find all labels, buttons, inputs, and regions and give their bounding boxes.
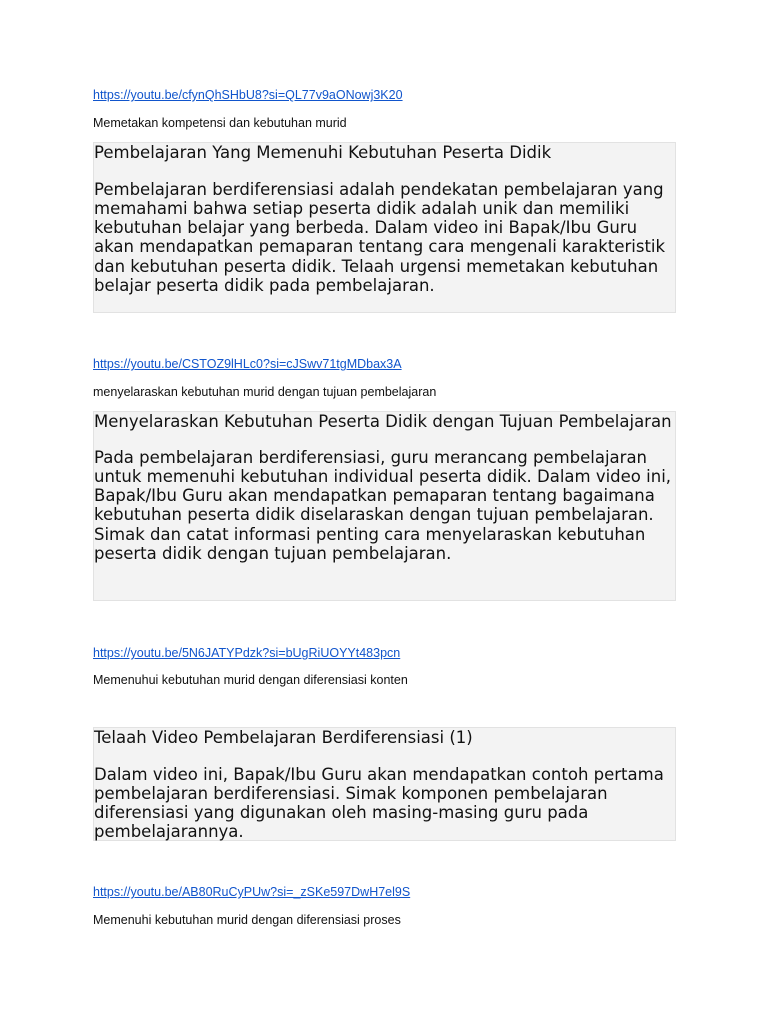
- video-card-3: [93, 727, 676, 841]
- video-link-3[interactable]: https://youtu.be/5N6JATYPdzk?si=bUgRiUOYYt483pcn: [93, 646, 401, 660]
- video-link-1[interactable]: https://youtu.be/cfynQhSHbU8?si=QL77v9aONowj3K20: [93, 88, 403, 102]
- video-card-2: [93, 411, 676, 601]
- video-link-4[interactable]: https://youtu.be/AB80RuCyPUw?si=_zSKe597DwH7el9S: [93, 885, 411, 899]
- caption-2: menyelaraskan kebutuhan murid dengan tujuan pembelajaran: [93, 385, 437, 399]
- card-title-1: Pembelajaran Yang Memenuhi Kebutuhan Peserta Didik: [94, 143, 552, 162]
- caption-4: Memenuhi kebutuhan murid dengan diferensiasi proses: [93, 913, 401, 927]
- video-card-1: [93, 142, 676, 313]
- caption-1: Memetakan kompetensi dan kebutuhan murid: [93, 116, 347, 130]
- video-link-2[interactable]: https://youtu.be/CSTOZ9lHLc0?si=cJSwv71tgMDbax3A: [93, 357, 402, 371]
- card-description-3: Dalam video ini, Bapak/Ibu Guru akan mendapatkan contoh pertama pembelajaran berdiferensiasi. Simak komponen pembelajaran diferensiasi yang digunakan oleh masing-masing guru pada pembelajarannya.: [94, 764, 664, 842]
- card-title-2: Menyelaraskan Kebutuhan Peserta Didik dengan Tujuan Pembelajaran: [94, 412, 672, 431]
- card-title-3: Telaah Video Pembelajaran Berdiferensiasi (1): [94, 728, 473, 747]
- card-description-2: Pada pembelajaran berdiferensiasi, guru merancang pembelajaran untuk memenuhi kebutuhan individual peserta didik. Dalam video ini, Bapak/Ibu Guru akan mendapatkan pemaparan tentang bagaimana kebutuhan peserta didik diselaraskan dengan tujuan pembelajaran. Simak dan catat informasi penting cara menyelaraskan kebutuhan peserta didik dengan tujuan pembelajaran.: [94, 447, 672, 563]
- caption-3: Memenuhui kebutuhan murid dengan diferensiasi konten: [93, 673, 408, 687]
- card-description-1: Pembelajaran berdiferensiasi adalah pendekatan pembelajaran yang memahami bahwa setiap peserta didik adalah unik dan memiliki kebutuhan belajar yang berbeda. Dalam video ini Bapak/Ibu Guru akan mendapatkan pemaparan tentang cara mengenali karakteristik dan kebutuhan peserta didik. Telaah urgensi memetakan kebutuhan belajar peserta didik pada pembelajaran.: [94, 179, 666, 295]
